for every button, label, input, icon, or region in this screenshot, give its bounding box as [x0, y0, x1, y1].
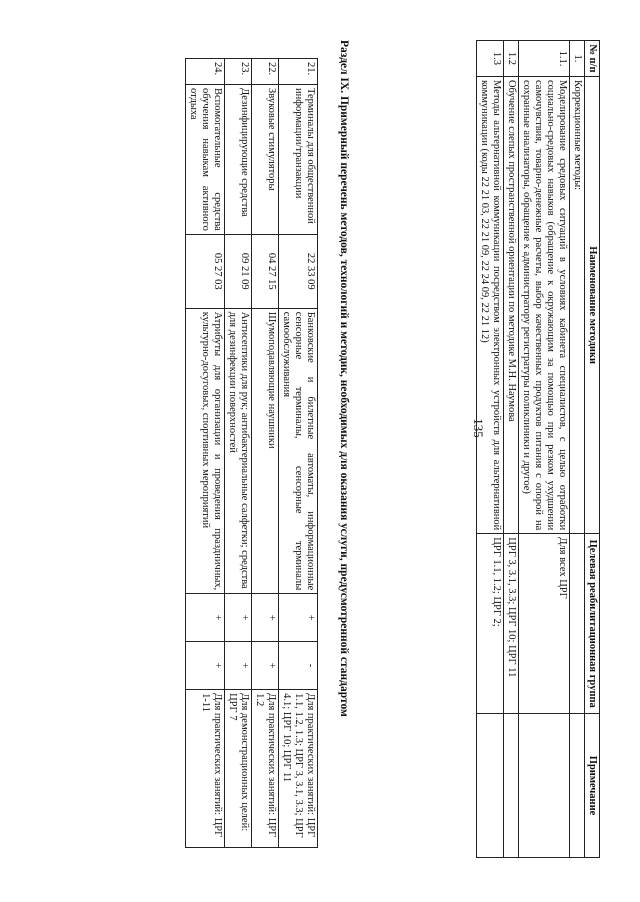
cell-note	[570, 714, 585, 858]
header-group: Целевая реабилитационная группа	[585, 534, 600, 714]
cell-desc: Банковские и билетные автоматы, информационные сенсорные терминалы, сенсорные терминалы самообслуживания	[279, 308, 318, 594]
cell-mark: +	[186, 642, 225, 690]
table-row	[225, 59, 252, 848]
cell-num: 1.	[570, 41, 585, 77]
cell-num: 21.	[279, 59, 318, 85]
table-row	[477, 41, 504, 858]
cell-num: 23.	[225, 59, 252, 85]
section-title: Раздел IX. Примерный перечень методов, технологий и методик, необходимых для оказания услуги, предусмотренной стандартом	[338, 40, 350, 717]
table-row	[570, 41, 585, 858]
cell-mark: +	[252, 594, 279, 642]
cell-mark: +	[225, 642, 252, 690]
methods-table	[476, 40, 600, 858]
cell-name: Звуковые стимуляторы	[252, 84, 279, 234]
header-name: Наименование методики	[585, 76, 600, 533]
cell-name: Дезинфицирующие средства	[225, 84, 252, 234]
cell-note	[519, 714, 570, 858]
cell-group: ЦРГ 1.1, 1.2; ЦРГ 2;	[477, 534, 504, 714]
cell-name: Коррекционные методы:	[570, 76, 585, 533]
cell-mark: +	[186, 594, 225, 642]
cell-group: Для всех ЦРГ	[519, 534, 570, 714]
cell-mark: +	[225, 594, 252, 642]
table-row	[279, 59, 318, 848]
cell-note: Для практических занятий: ЦРГ 1-11	[186, 690, 225, 848]
header-note: Примечание	[585, 714, 600, 858]
cell-group	[570, 534, 585, 714]
cell-note	[504, 714, 519, 858]
cell-name: Терминалы для общественной информации/транзакции	[279, 84, 318, 234]
header-num: № п/п	[585, 41, 600, 77]
cell-note	[477, 714, 504, 858]
table-row	[186, 59, 225, 848]
cell-num: 1.3	[477, 41, 504, 77]
cell-num: 1.2	[504, 41, 519, 77]
cell-num: 22.	[252, 59, 279, 85]
cell-code: 05 27 03	[186, 234, 225, 308]
cell-note: Для практических занятий: ЦРГ 1.1, 1.2, 1.3; ЦРГ 3, 3.1, 3.3; ЦРГ 4.1; ЦРГ 10; ЦРГ 11	[279, 690, 318, 848]
cell-mark: +	[279, 594, 318, 642]
cell-note: Для практических занятий: ЦРГ 1.2	[252, 690, 279, 848]
cell-num: 1.1.	[519, 41, 570, 77]
cell-group: ЦРГ 3, 3.1, 3.3; ЦРГ 10; ЦРГ 11	[504, 534, 519, 714]
cell-desc: Шумоподавляющие наушники	[252, 308, 279, 594]
cell-code: 22 33 09	[279, 234, 318, 308]
table-row	[519, 41, 570, 858]
cell-mark: +	[252, 642, 279, 690]
equipment-table	[185, 58, 318, 848]
cell-code: 09 21 09	[225, 234, 252, 308]
table-header-row	[585, 41, 600, 858]
cell-num: 24.	[186, 59, 225, 85]
cell-desc: Антисептики для рук; антибактериальные салфетки; средства для дезинфекции поверхностей	[225, 308, 252, 594]
cell-name: Методы альтернативной коммуникации посредством электронных устройств для альтернативной коммуникации (коды 22 21 03, 22 21 09, 22 24 09, 22 21 12)	[477, 76, 504, 533]
cell-note: Для демонстрационных целей: ЦРГ 7	[225, 690, 252, 848]
table-row	[252, 59, 279, 848]
page-number: 135	[471, 418, 486, 438]
cell-mark: -	[279, 642, 318, 690]
cell-code: 04 27 15	[252, 234, 279, 308]
cell-desc: Атрибуты для организации и проведения праздничных, культурно-досуговых, спортивных мероприятий	[186, 308, 225, 594]
cell-name: Моделирование средовых ситуаций в условиях кабинета специалистов, с целью отработки социально-средовых навыков (обращение к окружающим за помощью при резком ухудшении самочувствия, товарно-денежные расчеты, выбор качественных продуктов питания с опорой на сохранные анализаторы, обращение к администратору регистратуры поликлиники и другое)	[519, 76, 570, 533]
cell-name: Вспомогательные средства обучения навыкам активного отдыха	[186, 84, 225, 234]
cell-name: Обучение слепых пространственной ориентации по методике М.Н. Наумова	[504, 76, 519, 533]
table-row	[504, 41, 519, 858]
